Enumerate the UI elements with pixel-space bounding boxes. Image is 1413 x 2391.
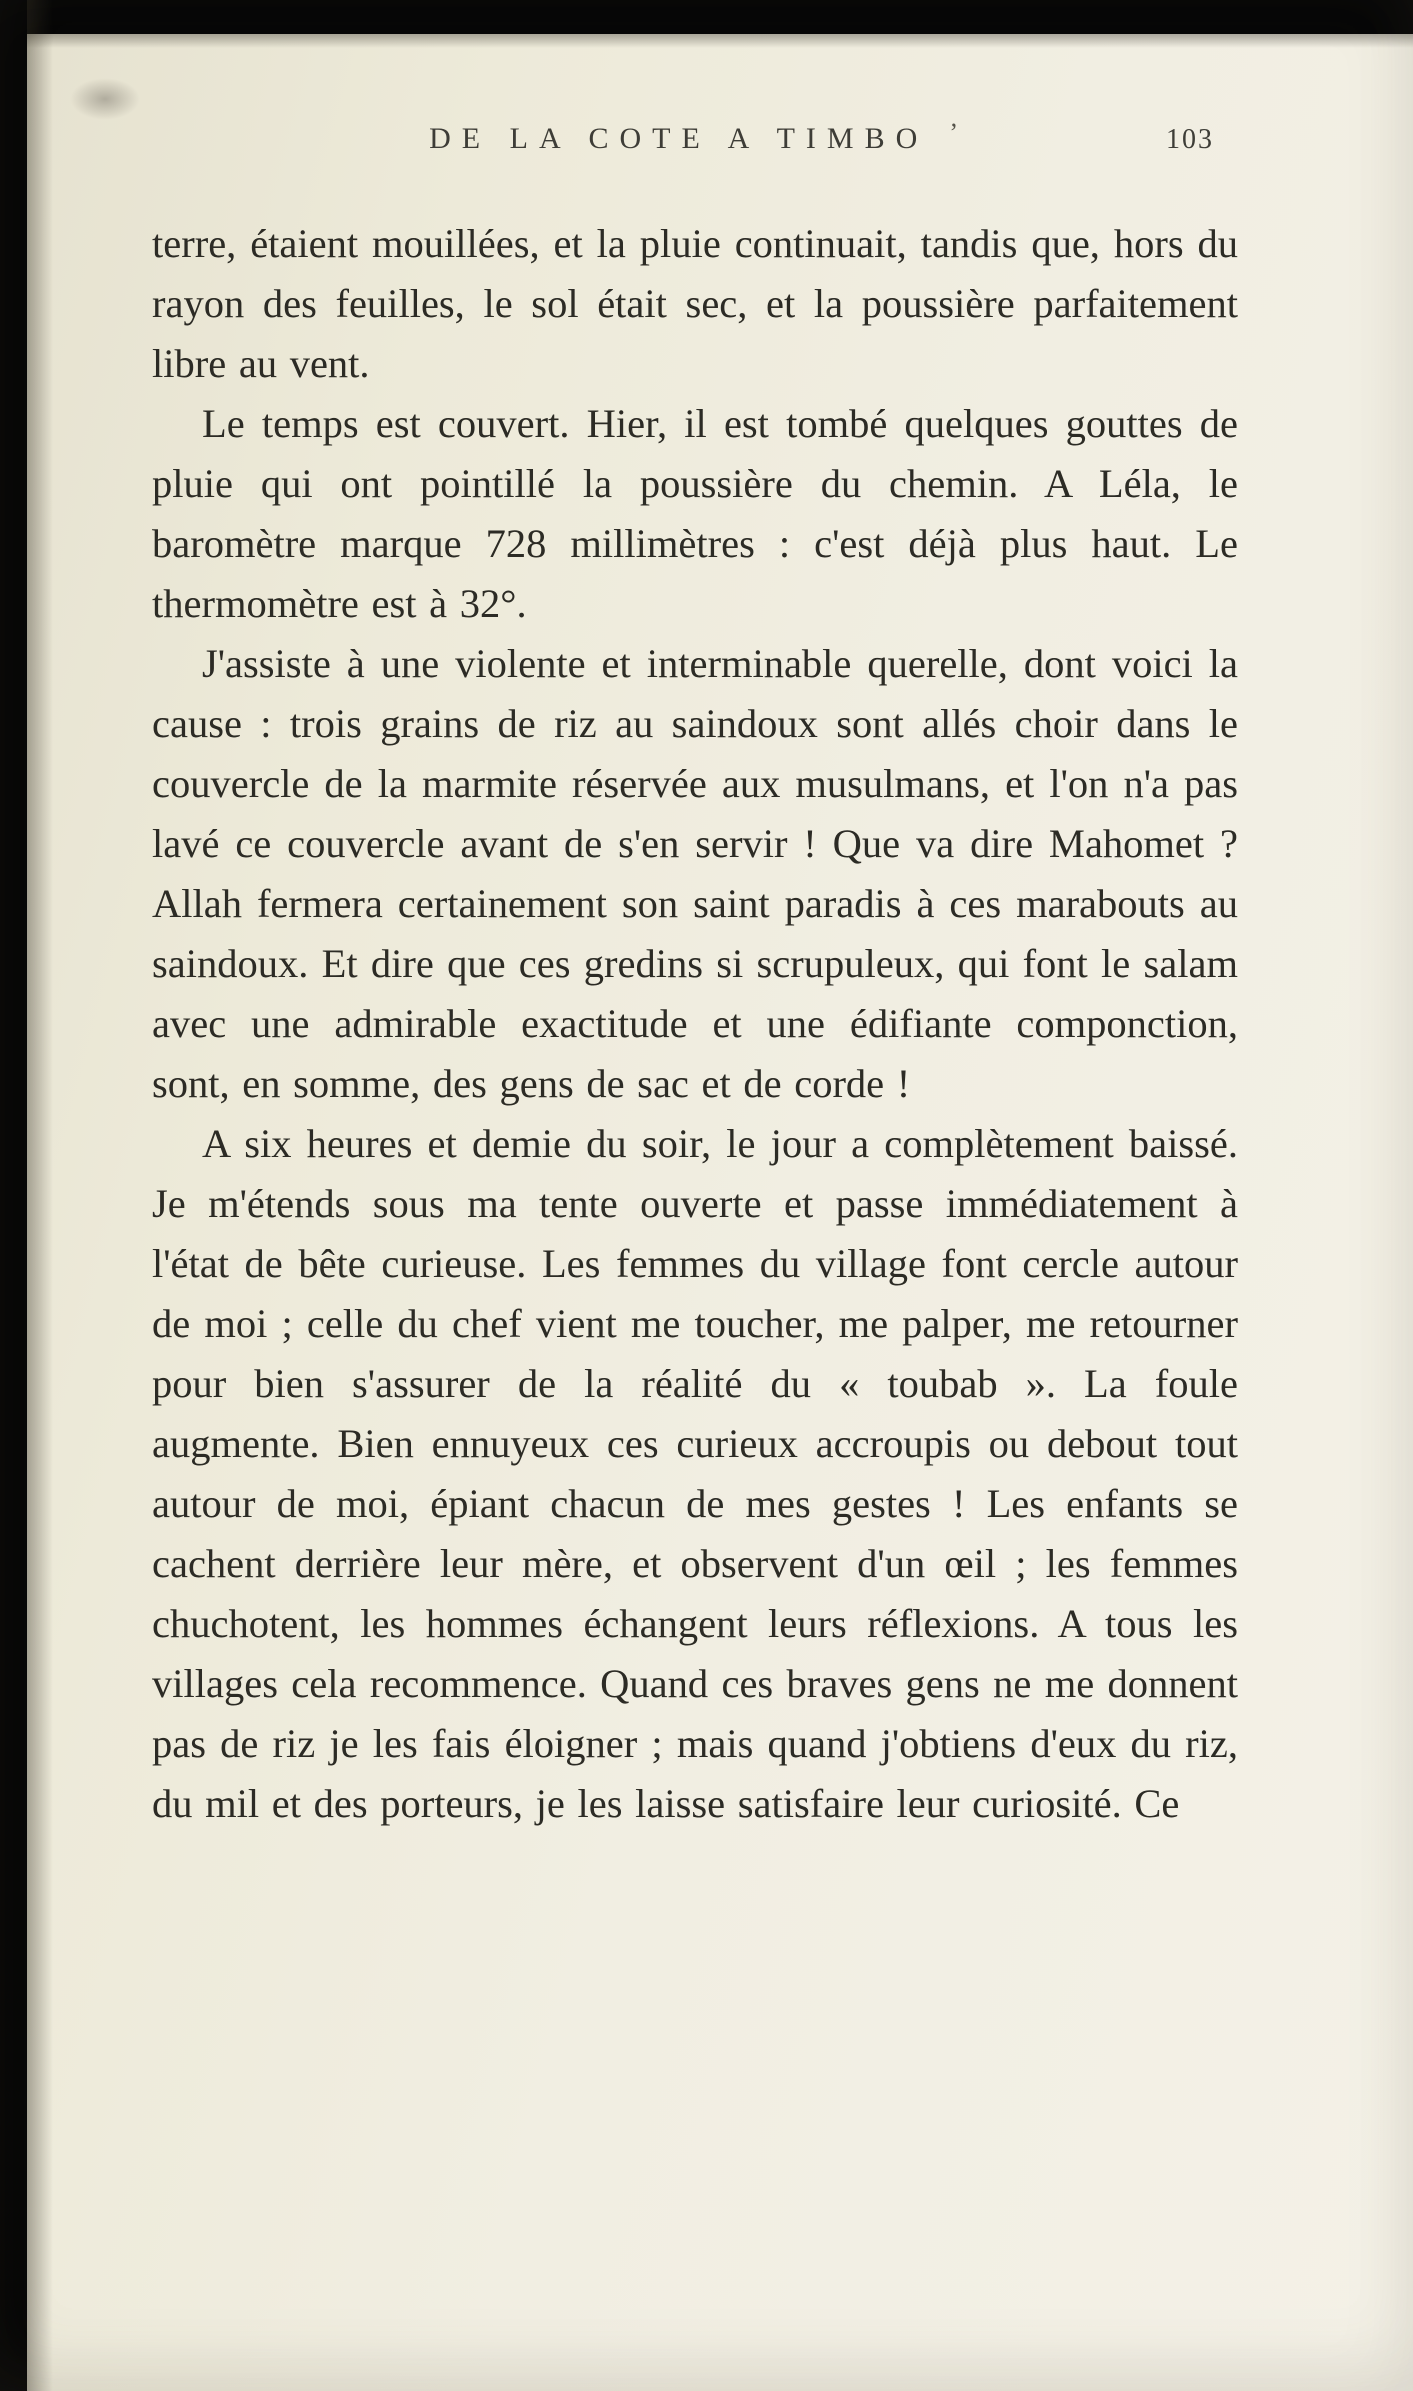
page-content	[152, 118, 1238, 1834]
page-number: 103	[1166, 124, 1214, 155]
body-text	[152, 214, 1238, 1834]
scan-left-edge-bar	[0, 0, 27, 2391]
running-header-title: DE LA COTE A TIMBO	[429, 122, 929, 155]
running-header	[152, 118, 1238, 164]
scan-top-edge-bar	[0, 0, 1413, 34]
paragraph: A six heures et demie du soir, le jour a complètement baissé. Je m'étends sous ma tente ouverte et passe immédiatement à l'état de bête curieuse. Les femmes du village font cercle autour de moi ; celle du chef vient me toucher, me palper, me retourner pour bien s'assurer de la réalité du « toubab ». La foule augmente. Bien ennuyeux ces curieux accroupis ou debout tout autour de moi, épiant chacun de mes gestes ! Les enfants se cachent derrière leur mère, et observent d'un œil ; les femmes chuchotent, les hommes échangent leurs réflexions. A tous les villages cela recommence. Quand ces braves gens ne me donnent pas de riz je les fais éloigner ; mais quand j'obtiens d'eux du riz, du mil et des porteurs, je les laisse satisfaire leur curiosité. Ce	[152, 1121, 1238, 1826]
paragraph: J'assiste à une violente et interminable querelle, dont voici la cause : trois grains de riz au saindoux sont allés choir dans le couvercle de la marmite réservée aux musulmans, et l'on n'a pas lavé ce couvercle avant de s'en servir ! Que va dire Mahomet ? Allah fermera certainement son saint paradis à ces marabouts au saindoux. Et dire que ces gredins si scrupuleux, qui font le salam avec une admirable exactitude et une édifiante componction, sont, en somme, des gens de sac et de corde !	[152, 641, 1238, 1106]
paragraph: terre, étaient mouillées, et la pluie continuait, tandis que, hors du rayon des feuilles, le sol était sec, et la poussière parfaitement libre au vent.	[152, 221, 1238, 386]
scan-smudge	[70, 78, 140, 120]
paragraph: Le temps est couvert. Hier, il est tombé quelques gouttes de pluie qui ont pointillé la poussière du chemin. A Léla, le baromètre marque 728 millimètres : c'est déjà plus haut. Le thermomètre est à 32°.	[152, 401, 1238, 626]
scan-speck: ’	[949, 118, 958, 147]
